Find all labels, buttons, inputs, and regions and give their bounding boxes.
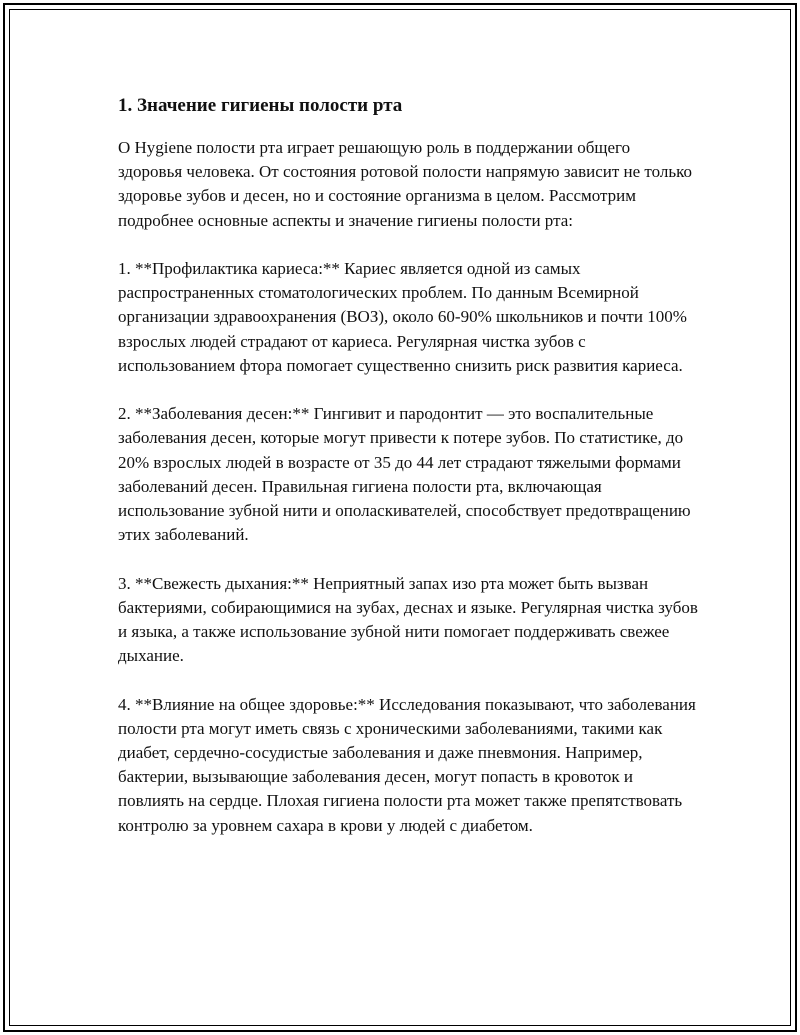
intro-paragraph: О Hygiene полости рта играет решающую роль в поддержании общего здоровья человека. От состояния ротовой полости напрямую зависит не только здоровье зубов и десен, но и состояние организма в целом. Рассмотрим подробнее основные аспекты и значение гигиены полости рта: bbox=[118, 138, 693, 230]
document-body bbox=[118, 92, 698, 862]
point-gum-disease-paragraph: 2. **Заболевания десен:** Гингивит и пародонтит — это воспалительные заболевания десен, которые могут привести к потере зубов. По статистике, до 20% взрослых людей в возрасте от 35 до 44 лет страдают тяжелыми формами заболеваний десен. Правильная гигиена полости рта, включающая использование зубной нити и ополаскивателей, способствует предотвращению этих заболеваний. bbox=[118, 404, 691, 545]
section-title: 1. Значение гигиены полости рта bbox=[118, 95, 403, 116]
point-fresh-breath-paragraph: 3. **Свежесть дыхания:** Неприятный запах изо рта может быть вызван бактериями, собирающимися на зубах, деснах и языке. Регулярная чистка зубов и языка, а также использование зубной нити помогает поддерживать свежее дыхание. bbox=[118, 573, 698, 666]
point-caries-paragraph: 1. **Профилактика кариеса:** Кариес является одной из самых распространенных стоматологических проблем. По данным Всемирной организации здравоохранения (ВОЗ), около 60-90% школьников и почти 100% взрослых людей страдают от кариеса. Регулярная чистка зубов с использованием фтора помогает существенно снизить риск развития кариеса. bbox=[118, 259, 687, 375]
point-general-health-paragraph: 4. **Влияние на общее здоровье:** Исследования показывают, что заболевания полости рта могут иметь связь с хроническими заболеваниями, такими как диабет, сердечно-сосудистые заболевания и даже пневмония. Например, бактерии, вызывающие заболевания десен, могут попасть в кровоток и повлиять на сердце. Плохая гигиена полости рта может также препятствовать контролю за уровнем сахара в крови у людей с диабетом. bbox=[118, 694, 696, 835]
